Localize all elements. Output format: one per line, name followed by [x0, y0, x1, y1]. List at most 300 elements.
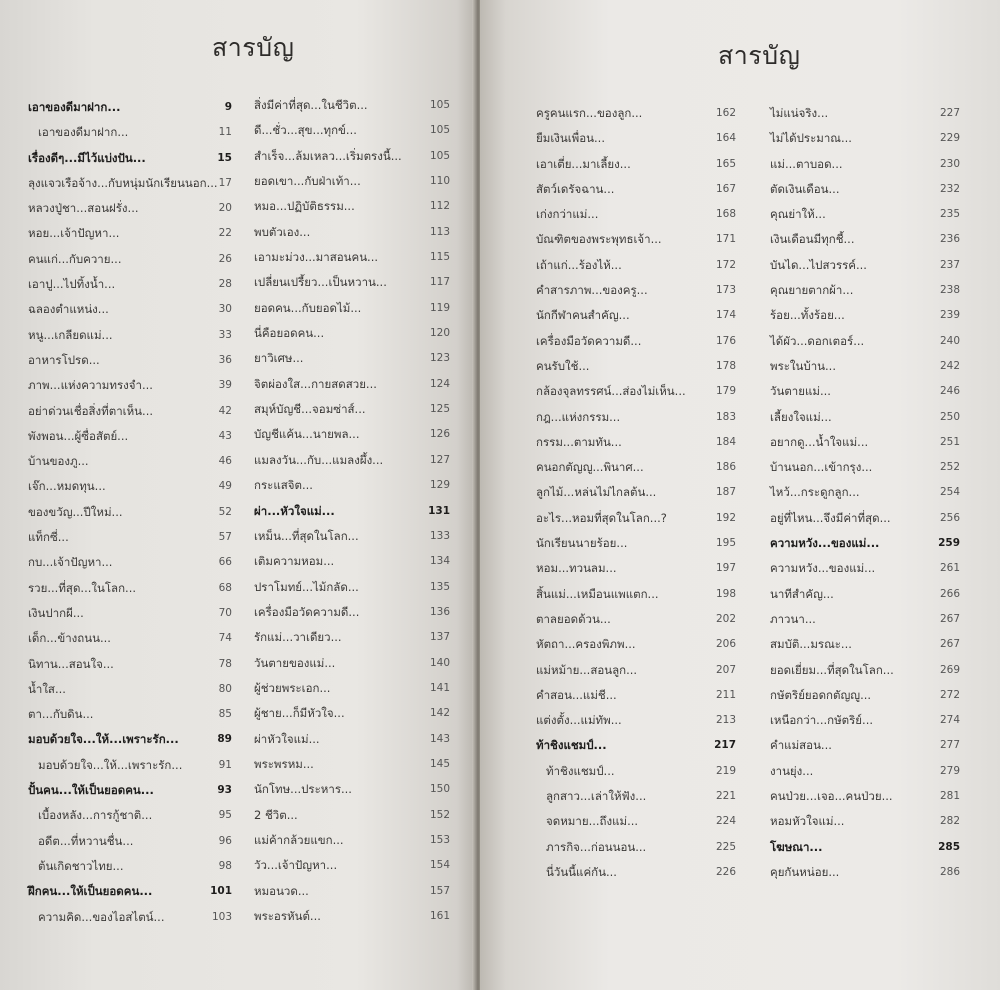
toc-entry	[770, 359, 960, 384]
toc-entry-title: ท้าชิงแชมป์...	[546, 763, 615, 778]
toc-page-number: 266	[939, 587, 960, 600]
toc-page-number: 152	[429, 808, 450, 821]
toc-entry	[536, 485, 736, 510]
toc-entry-title: สิ้นแม่...เหมือนแพแตก...	[536, 586, 659, 601]
toc-entry-title: นักโทษ...ประหาร...	[254, 782, 352, 797]
toc-entry	[536, 865, 736, 890]
toc-page-number: 117	[429, 276, 450, 289]
toc-entry-title: มอบด้วยใจ...ให้...เพราะรัก...	[28, 732, 179, 747]
toc-entry	[770, 384, 960, 409]
toc-page-number: 176	[715, 334, 736, 347]
toc-entry	[254, 149, 450, 174]
right-toc-column-2	[770, 106, 960, 890]
toc-page-number: 101	[210, 885, 232, 898]
toc-entry-title: เปลี่ยนเปรี้ยว...เป็นหวาน...	[254, 275, 387, 290]
toc-entry-title: ลุงแจวเรือจ้าง...กับหนุ่มนักเรียนนอก...	[28, 175, 218, 190]
toc-entry	[28, 479, 232, 504]
toc-entry-title: แม่ค้ากล้วยแขก...	[254, 832, 344, 847]
toc-page-number: 202	[715, 612, 736, 625]
toc-page-number: 129	[429, 479, 450, 492]
toc-page-number: 219	[715, 764, 736, 777]
toc-page-number: 162	[715, 107, 736, 119]
toc-page-number: 105	[429, 99, 450, 111]
toc-entry	[770, 258, 960, 283]
toc-entry	[254, 554, 450, 579]
toc-entry	[28, 707, 232, 732]
toc-page-number: 172	[715, 258, 736, 271]
toc-entry-title: ภาพ...แห่งความทรงจำ...	[28, 378, 153, 393]
toc-page-number: 133	[429, 529, 450, 542]
toc-entry-title: พระในบ้าน...	[770, 358, 836, 373]
toc-entry-title: เหนือกว่า...กษัตริย์...	[770, 713, 874, 728]
toc-entry-title: คนป่วย...เจอ...คนป่วย...	[770, 789, 893, 804]
toc-entry-title: หอมหัวใจแม่...	[770, 814, 845, 829]
toc-page-number: 28	[218, 278, 232, 291]
toc-entry	[254, 757, 450, 782]
toc-entry	[28, 758, 232, 783]
toc-entry-title: พบตัวเอง...	[254, 224, 311, 239]
toc-entry	[770, 688, 960, 713]
toc-page-number: 153	[429, 833, 450, 846]
toc-entry-title: เครื่องมือวัดความดี...	[536, 333, 642, 348]
toc-entry	[536, 789, 736, 814]
toc-page-number: 179	[715, 385, 736, 398]
toc-entry	[770, 435, 960, 460]
toc-entry-title: คุยกันหน่อย...	[770, 864, 840, 879]
toc-page-number: 250	[939, 410, 960, 423]
toc-page-number: 267	[939, 612, 960, 625]
toc-entry-title: ผ่า...หัวใจแม่...	[254, 503, 335, 518]
toc-entry	[254, 884, 450, 909]
toc-section-heading	[28, 884, 232, 909]
toc-entry-title: งานยุ่ง...	[770, 763, 814, 778]
toc-page-number: 17	[218, 176, 232, 189]
toc-entry-title: หลวงปู่ชา...สอนฝรั่ง...	[28, 201, 139, 216]
toc-entry	[770, 587, 960, 612]
toc-entry-title: บัญชีแค้น...นายพล...	[254, 427, 360, 442]
toc-entry	[254, 909, 450, 934]
toc-page-number: 168	[715, 208, 736, 221]
toc-section-heading	[28, 100, 232, 125]
toc-page-number: 134	[429, 555, 450, 568]
toc-section-heading	[770, 840, 960, 865]
toc-entry	[254, 478, 450, 503]
toc-entry-title: น้ำใส...	[28, 681, 66, 696]
toc-entry-title: แต่งตั้ง...แม่ทัพ...	[536, 713, 622, 728]
toc-entry	[254, 732, 450, 757]
toc-entry-title: โฆษณา...	[770, 839, 823, 854]
toc-page-number: 135	[429, 580, 450, 593]
toc-entry	[28, 631, 232, 656]
toc-entry-title: กรรม...ตามทัน...	[536, 434, 622, 449]
toc-page-number: 232	[939, 182, 960, 195]
toc-entry-title: เก่งกว่าแม่...	[536, 207, 599, 222]
toc-entry	[536, 637, 736, 662]
toc-page-number: 251	[939, 435, 960, 448]
toc-entry-title: เรื่องดีๆ...มีไว้แบ่งปัน...	[28, 150, 146, 165]
toc-page-number: 267	[939, 638, 960, 651]
toc-entry	[254, 808, 450, 833]
toc-entry	[28, 429, 232, 454]
toc-page-number: 274	[939, 714, 960, 727]
toc-entry	[254, 656, 450, 681]
toc-entry-title: อย่าด่วนเชื่อสิ่งที่ตาเห็น...	[28, 403, 154, 418]
toc-entry-title: แมลงวัน...กับ...แมลงผึ้ง...	[254, 452, 384, 467]
toc-page-number: 221	[715, 790, 736, 803]
toc-page-number: 124	[429, 377, 450, 390]
toc-page-number: 173	[715, 284, 736, 297]
toc-entry-title: ยาวิเศษ...	[254, 351, 304, 366]
toc-entry-title: แท็กซี่...	[28, 530, 69, 545]
toc-page-number: 217	[714, 739, 736, 752]
toc-page-number: 252	[939, 461, 960, 474]
toc-page-number: 112	[429, 200, 450, 213]
toc-entry-title: คำสารภาพ...ของครู...	[536, 283, 648, 298]
toc-entry-title: ไหว้...กระดูกลูก...	[770, 485, 860, 500]
toc-entry-title: เบื้องหลัง...การกู้ชาติ...	[38, 808, 153, 823]
toc-entry	[254, 782, 450, 807]
toc-entry	[536, 334, 736, 359]
toc-entry	[536, 308, 736, 333]
toc-entry-title: สัตว์เดรัจฉาน...	[536, 181, 615, 196]
toc-page-number: 211	[715, 688, 736, 701]
toc-entry-title: ไม่แน่จริง...	[770, 106, 829, 120]
toc-entry	[770, 410, 960, 435]
toc-page-number: 98	[218, 859, 232, 872]
toc-entry	[536, 384, 736, 409]
toc-entry	[28, 353, 232, 378]
toc-page-number: 230	[939, 157, 960, 170]
toc-page-number: 42	[218, 404, 232, 417]
toc-entry-title: กษัตริย์ยอดกตัญญู...	[770, 687, 872, 702]
toc-page-number: 229	[939, 132, 960, 145]
toc-page-number: 154	[429, 859, 450, 872]
toc-page-number: 105	[429, 124, 450, 137]
toc-entry	[536, 359, 736, 384]
toc-entry	[28, 682, 232, 707]
toc-entry-title: อะไร...หอมที่สุดในโลก...?	[536, 510, 667, 525]
toc-entry-title: ผ่าหัวใจแม่...	[254, 731, 320, 746]
toc-entry-title: ยอดคน...กับยอดไม้...	[254, 300, 362, 315]
toc-entry-title: เหม็น...ที่สุดในโลก...	[254, 528, 359, 543]
toc-page-number: 110	[429, 175, 450, 188]
toc-entry-title: หมอนวด...	[254, 883, 309, 898]
toc-entry-title: เลี้ยงใจแม่...	[770, 409, 832, 424]
toc-entry	[770, 308, 960, 333]
toc-page-number: 286	[939, 865, 960, 878]
toc-page-number: 43	[218, 429, 232, 442]
toc-page-number: 46	[218, 455, 232, 468]
toc-entry	[770, 207, 960, 232]
toc-entry	[28, 505, 232, 530]
toc-entry-title: บ้านของภู...	[28, 454, 89, 469]
toc-page-number: 39	[218, 379, 232, 392]
toc-entry-title: ปั้นคน...ให้เป็นยอดคน...	[28, 783, 154, 798]
toc-entry-title: นักเรียนนายร้อย...	[536, 536, 628, 551]
toc-entry	[536, 232, 736, 257]
toc-entry	[536, 688, 736, 713]
toc-entry	[770, 663, 960, 688]
toc-section-heading	[536, 738, 736, 763]
toc-entry	[536, 207, 736, 232]
toc-entry	[536, 283, 736, 308]
toc-page-number: 74	[218, 632, 232, 645]
toc-entry-title: ตัดเงินเดือน...	[770, 181, 840, 196]
toc-entry	[770, 485, 960, 510]
toc-entry-title: ยอดเขา...กับฝ่าเท้า...	[254, 174, 361, 189]
toc-page-number: 167	[715, 182, 736, 195]
toc-entry-title: เงินเดือนมีทุกชี้...	[770, 232, 855, 247]
toc-entry	[254, 301, 450, 326]
toc-page-number: 125	[429, 403, 450, 416]
toc-section-heading	[254, 504, 450, 529]
toc-entry-title: อาหารโปรด...	[28, 352, 100, 367]
toc-page-number: 236	[939, 233, 960, 246]
toc-page-number: 91	[218, 758, 232, 771]
toc-entry	[770, 764, 960, 789]
toc-page-number: 174	[715, 309, 736, 322]
toc-entry-title: ความหวัง...ของแม่...	[770, 536, 880, 551]
toc-page-number: 224	[715, 815, 736, 828]
toc-entry	[536, 106, 736, 131]
toc-entry-title: เอาปู...ไปทิ้งน้ำ...	[28, 277, 116, 292]
toc-entry	[254, 453, 450, 478]
toc-page-number: 115	[429, 251, 450, 264]
toc-entry-title: ลูกไม้...หล่นไม่ไกลต้น...	[536, 485, 657, 500]
toc-page-number: 164	[715, 132, 736, 145]
toc-entry-title: ครูคนแรก...ของลูก...	[536, 106, 643, 120]
toc-page-number: 93	[217, 784, 232, 797]
toc-page-number: 207	[715, 663, 736, 676]
right-page	[480, 0, 1000, 990]
toc-entry-title: เอาของดีมาฝาก...	[38, 125, 129, 140]
toc-entry	[536, 587, 736, 612]
toc-entry-title: คุณยายตากผ้า...	[770, 283, 854, 298]
toc-page-number: 213	[715, 714, 736, 727]
toc-page-number: 142	[429, 707, 450, 720]
toc-entry	[770, 157, 960, 182]
toc-page-number: 195	[715, 537, 736, 550]
toc-page-number: 269	[939, 663, 960, 676]
toc-entry	[28, 404, 232, 429]
toc-entry	[770, 511, 960, 536]
toc-page-number: 281	[939, 790, 960, 803]
toc-page-number: 165	[715, 157, 736, 170]
toc-entry	[254, 351, 450, 376]
toc-entry	[770, 283, 960, 308]
toc-entry-title: เครื่องมือวัดความดี...	[254, 604, 360, 619]
toc-entry	[28, 226, 232, 251]
toc-page-number: 145	[429, 757, 450, 770]
left-page	[0, 0, 476, 990]
toc-entry-title: บันได...ไปสวรรค์...	[770, 257, 867, 272]
toc-entry	[28, 808, 232, 833]
toc-entry-title: แม่...ตาบอด...	[770, 156, 843, 171]
toc-entry-title: ลูกสาว...เล่าให้ฟัง...	[546, 789, 647, 804]
toc-entry-title: รักแม่...วาเดียว...	[254, 630, 342, 645]
toc-entry-title: ดี...ชั่ว...สุข...ทุกข์...	[254, 123, 357, 138]
toc-page-number: 206	[715, 638, 736, 651]
toc-page-number: 171	[715, 233, 736, 246]
toc-page-number: 198	[715, 587, 736, 600]
toc-entry-title: ยืมเงินเพื่อน...	[536, 131, 605, 146]
toc-entry	[536, 612, 736, 637]
toc-entry	[770, 131, 960, 156]
toc-entry	[28, 657, 232, 682]
toc-page-number: 256	[939, 511, 960, 524]
toc-entry	[254, 706, 450, 731]
toc-page-number: 78	[218, 657, 232, 670]
toc-page-number: 261	[939, 562, 960, 575]
toc-page-number: 225	[715, 840, 736, 853]
toc-entry-title: บัณฑิตของพระพุทธเจ้า...	[536, 232, 662, 247]
left-page-title: สารบัญ	[212, 33, 295, 62]
toc-page-number: 66	[218, 556, 232, 569]
toc-page-number: 127	[429, 453, 450, 466]
right-toc-column-1	[536, 106, 736, 890]
toc-entry	[770, 865, 960, 890]
toc-entry-title: สมุห์บัญชี...จอมซ่าส์...	[254, 402, 366, 417]
toc-entry	[536, 840, 736, 865]
toc-page-number: 126	[429, 428, 450, 441]
toc-entry	[536, 460, 736, 485]
toc-page-number: 242	[939, 359, 960, 372]
toc-page-number: 103	[211, 910, 232, 923]
toc-entry	[254, 833, 450, 858]
toc-entry	[28, 454, 232, 479]
toc-page-number: 140	[429, 656, 450, 669]
toc-entry	[254, 250, 450, 275]
toc-entry	[770, 738, 960, 763]
toc-page-number: 85	[218, 708, 232, 721]
toc-entry-title: สมบัติ...มรณะ...	[770, 637, 852, 652]
toc-entry	[28, 910, 232, 935]
toc-page-number: 238	[939, 284, 960, 297]
toc-page-number: 272	[939, 688, 960, 701]
toc-entry-title: หัตถา...ครองพิภพ...	[536, 637, 636, 652]
toc-entry-title: ร้อย...ทั้งร้อย...	[770, 308, 845, 323]
toc-entry	[770, 814, 960, 839]
toc-entry-title: ไม่ได้ประมาณ...	[770, 131, 852, 146]
toc-entry-title: ฉลองตำแหน่ง...	[28, 302, 109, 317]
toc-entry-title: นักกีฬาคนสำคัญ...	[536, 308, 630, 323]
toc-page-number: 141	[429, 681, 450, 694]
toc-entry-title: กล้องจุลทรรศน์...ส่องไม่เห็น...	[536, 384, 686, 399]
toc-page-number: 226	[715, 865, 736, 878]
toc-entry-title: คนอกตัญญู...พินาศ...	[536, 460, 644, 475]
toc-entry	[28, 581, 232, 606]
toc-entry	[536, 663, 736, 688]
toc-page-number: 235	[939, 208, 960, 221]
toc-page-number: 186	[715, 461, 736, 474]
toc-entry-title: หอย...เจ้าปัญหา...	[28, 226, 120, 241]
toc-entry-title: นาทีสำคัญ...	[770, 586, 834, 601]
toc-page-number: 184	[715, 435, 736, 448]
toc-page-number: 113	[429, 225, 450, 238]
toc-entry	[770, 460, 960, 485]
left-toc-column-1	[28, 100, 232, 935]
toc-entry-title: ผู้ช่วยพระเอก...	[254, 680, 331, 695]
toc-page-number: 26	[218, 252, 232, 265]
toc-entry	[28, 834, 232, 859]
toc-entry	[254, 123, 450, 148]
toc-entry-title: เด็ก...ข้างถนน...	[28, 631, 111, 646]
toc-section-heading	[770, 536, 960, 561]
toc-page-number: 240	[939, 334, 960, 347]
toc-entry	[770, 182, 960, 207]
toc-entry-title: นี่คือยอดคน...	[254, 326, 325, 341]
toc-entry-title: เถ้าแก่...ร้องไห้...	[536, 257, 622, 272]
toc-entry-title: วัว...เจ้าปัญหา...	[254, 858, 338, 873]
toc-entry-title: วันตายของแม่...	[254, 655, 336, 670]
toc-entry	[28, 555, 232, 580]
toc-entry-title: เอามะม่วง...มาสอนคน...	[254, 250, 379, 265]
toc-entry-title: ปราโมทย์...ไม้กลัด...	[254, 579, 359, 594]
toc-entry-title: เงินปากผี...	[28, 605, 84, 620]
toc-entry-title: แม่หม้าย...สอนลูก...	[536, 662, 638, 677]
toc-page-number: 70	[218, 606, 232, 619]
toc-page-number: 105	[429, 149, 450, 162]
toc-page-number: 52	[218, 505, 232, 518]
toc-page-number: 237	[939, 258, 960, 271]
toc-entry	[28, 606, 232, 631]
toc-page-number: 197	[715, 562, 736, 575]
toc-entry	[770, 612, 960, 637]
toc-entry	[254, 858, 450, 883]
toc-entry	[536, 435, 736, 460]
toc-page-number: 157	[429, 884, 450, 897]
toc-entry	[536, 157, 736, 182]
toc-entry-title: ได้ผัว...ดอกเตอร์...	[770, 333, 865, 348]
toc-page-number: 11	[218, 126, 232, 139]
toc-page-number: 187	[715, 486, 736, 499]
toc-entry	[536, 561, 736, 586]
toc-entry-title: อยู่ที่ไหน...จึงมีค่าที่สุด...	[770, 510, 891, 525]
toc-entry	[770, 789, 960, 814]
toc-page-number: 36	[218, 353, 232, 366]
toc-entry-title: หอม...ทวนลม...	[536, 561, 617, 576]
toc-page-number: 227	[939, 107, 960, 119]
toc-page-number: 246	[939, 385, 960, 398]
toc-entry	[770, 637, 960, 662]
toc-entry-title: กบ...เจ้าปัญหา...	[28, 555, 113, 570]
toc-entry	[28, 176, 232, 201]
toc-page-number: 120	[429, 327, 450, 340]
toc-page-number: 137	[429, 631, 450, 644]
toc-entry	[28, 328, 232, 353]
toc-entry-title: ความคิด...ของไอสไตน์...	[38, 909, 165, 924]
toc-entry-title: อดีต...ที่หวานชื่น...	[38, 833, 134, 848]
toc-page-number: 254	[939, 486, 960, 499]
toc-entry	[28, 859, 232, 884]
toc-page-number: 9	[224, 101, 232, 113]
toc-entry	[28, 201, 232, 226]
toc-entry	[254, 275, 450, 300]
toc-entry-title: 2 ชีวิต...	[254, 807, 298, 822]
toc-page-number: 96	[218, 834, 232, 847]
toc-entry-title: พระพรหม...	[254, 756, 314, 771]
right-page-title: สารบัญ	[718, 41, 801, 70]
toc-entry	[254, 580, 450, 605]
toc-entry	[254, 377, 450, 402]
toc-entry-title: เจ๊ก...หมดทุน...	[28, 479, 106, 494]
toc-entry-title: ต้นเกิดชาวไทย...	[38, 858, 124, 873]
toc-entry	[536, 182, 736, 207]
toc-page-number: 136	[429, 605, 450, 618]
toc-entry-title: คำสอน...แม่ชี...	[536, 687, 617, 702]
toc-page-number: 68	[218, 581, 232, 594]
toc-page-number: 259	[938, 537, 960, 550]
